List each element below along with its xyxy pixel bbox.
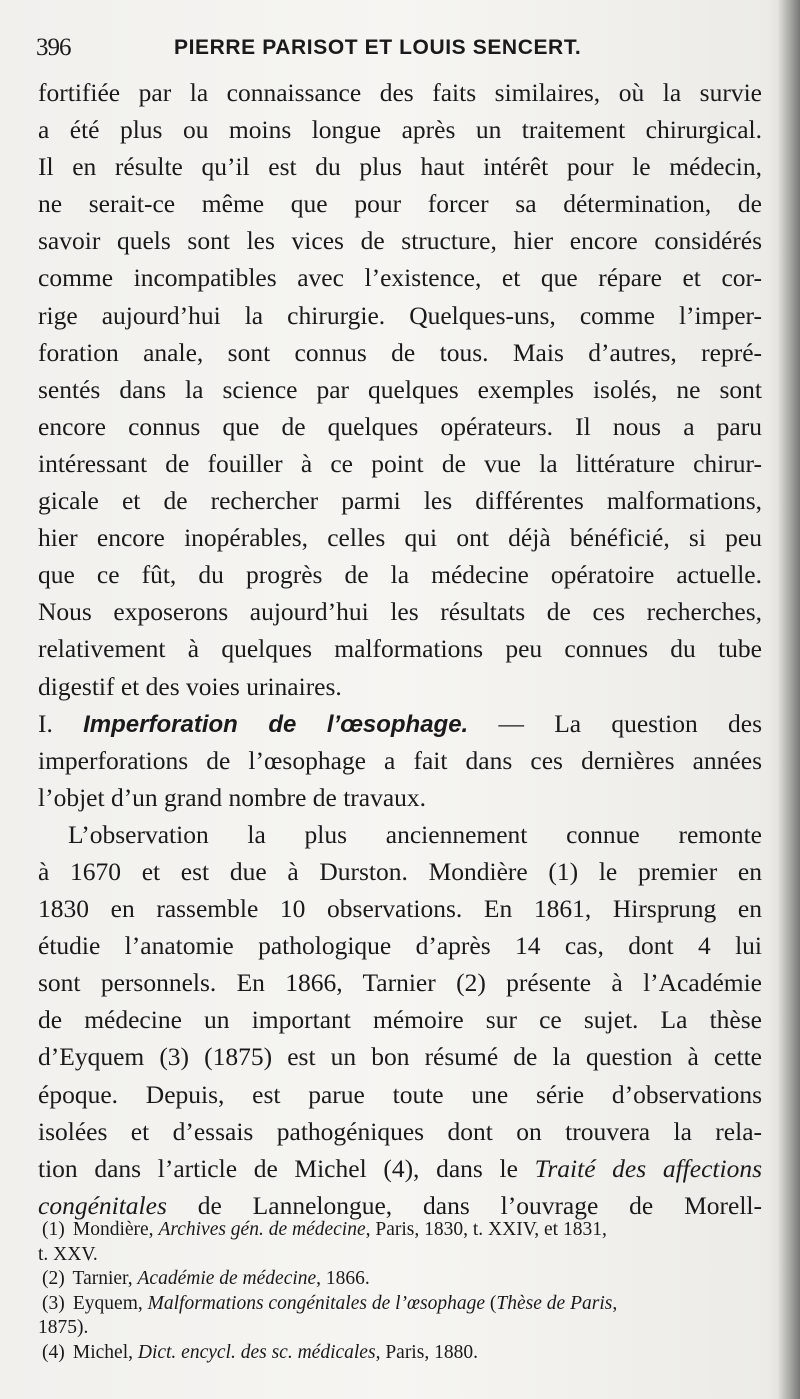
footnote-title: Malformations congénitales de l’œsophage: [147, 1292, 486, 1314]
text-line: foration anale, sont connus de tous. Mais d’autres, repré-: [38, 337, 762, 367]
text-line: de médecine un important mémoire sur ce sujet. La thèse: [38, 1005, 762, 1035]
text-line: sentés dans la science par quelques exemples isolés, ne sont: [38, 374, 762, 404]
footnote-text: Michel,: [68, 1341, 138, 1363]
footnote-text: Tarnier,: [68, 1268, 138, 1289]
footnote-title: Archives gén. de médecine: [158, 1219, 366, 1240]
text-line: relativement à quelques malformations peu connues du tube: [38, 634, 762, 664]
text-line: comme incompatibles avec l’existence, et que répare et cor-: [38, 263, 762, 293]
text-line: Il en résulte qu’il est du plus haut intérêt pour le médecin,: [38, 152, 762, 182]
text-line: étudie l’anatomie pathologique d’après 14 cas, dont 4 lui: [38, 931, 762, 961]
text-line: imperforations de l’œsophage a fait dans ces dernières années: [38, 745, 762, 775]
text-line: d’Eyquem (3) (1875) est un bon résumé de la question à cette: [38, 1042, 762, 1072]
text-line: hier encore inopérables, celles qui ont déjà bénéficié, si peu: [38, 523, 762, 553]
body-text: [38, 74, 762, 1224]
footnote-3-continuation: 1875).: [38, 1317, 89, 1338]
footnote-3: [38, 1292, 750, 1317]
text-line: à 1670 et est due à Durston. Mondière (1) le premier en: [38, 856, 762, 886]
section-title: Imperforation de l’œsophage.: [83, 710, 469, 738]
text-line: encore connus que de quelques opérateurs. Il nous a paru: [38, 411, 762, 441]
footnote-text: , Paris, 1830, t. XXIV, et 1831,: [365, 1219, 607, 1240]
text-fragment: de Lannelongue, dans l’ouvrage de Morell-: [166, 1190, 762, 1220]
text-line: savoir quels sont les vices de structure, hier encore considérés: [38, 226, 762, 256]
text-line: Nous exposerons aujourd’hui les résultats de ces recherches,: [38, 597, 762, 627]
footnote-text: (: [485, 1292, 497, 1314]
footnote-text: Eyquem,: [68, 1292, 148, 1314]
book-title: congénitales: [38, 1190, 167, 1220]
section-heading-line: [38, 705, 762, 742]
footnote-text: , 1866.: [316, 1268, 370, 1289]
page-number: 396: [36, 34, 71, 61]
footnote-number: (3): [42, 1292, 65, 1314]
footnote-text: Mondière,: [68, 1219, 159, 1240]
footnote-1: [38, 1218, 750, 1243]
text-line: sont personnels. En 1866, Tarnier (2) présente à l’Académie: [38, 968, 762, 998]
text-line: que ce fût, du progrès de la médecine opératoire actuelle.: [38, 560, 762, 590]
text-line: époque. Depuis, est parue toute une série d’observations: [38, 1079, 762, 1109]
footnote-title: Thèse de Paris: [496, 1292, 613, 1314]
text-line: gicale et de rechercher parmi les différentes malformations,: [38, 486, 762, 516]
footnotes: [38, 1218, 750, 1365]
footnote-number: (2): [42, 1268, 65, 1289]
footnote-number: (4): [42, 1341, 65, 1363]
text-line: rige aujourd’hui la chirurgie. Quelques-uns, comme l’imper-: [38, 300, 762, 330]
text-fragment: tion dans l’article de Michel (4), dans le: [38, 1153, 535, 1183]
section-lead-text: — La question des: [468, 708, 763, 738]
section-number: I.: [38, 708, 53, 738]
footnote-text: , Paris, 1880.: [375, 1341, 478, 1363]
running-head: PIERRE PARISOT ET LOUIS SENCERT.: [174, 36, 582, 59]
footnote-1-continuation: t. XXV.: [38, 1243, 98, 1265]
book-title: Traité des affections: [534, 1153, 762, 1183]
footnote-title: Dict. encycl. des sc. médicales: [137, 1341, 376, 1363]
text-line: digestif et des voies urinaires.: [38, 671, 342, 701]
text-line: ne serait-ce même que pour forcer sa détermination, de: [38, 189, 762, 219]
text-line: 1830 en rassemble 10 observations. En 1861, Hirsprung en: [38, 894, 762, 924]
footnote-text: ,: [612, 1292, 618, 1314]
text-line: isolées et d’essais pathogéniques dont on trouvera la rela-: [38, 1116, 762, 1146]
text-line: l’objet d’un grand nombre de travaux.: [38, 782, 427, 812]
text-line: a été plus ou moins longue après un traitement chirurgical.: [38, 115, 762, 145]
text-line: [38, 1150, 762, 1187]
footnote-number: (1): [42, 1219, 65, 1240]
text-line: intéressant de fouiller à ce point de vue la littérature chirur-: [38, 448, 762, 478]
page-spine-shadow: [778, 0, 800, 1399]
footnote-title: Académie de médecine: [137, 1268, 317, 1289]
footnote-4: [38, 1341, 750, 1366]
text-line: L’observation la plus anciennement connue remonte: [68, 819, 762, 849]
page-header: [36, 30, 756, 64]
text-line: fortifiée par la connaissance des faits similaires, où la survie: [38, 78, 762, 107]
footnote-2: [38, 1267, 750, 1292]
